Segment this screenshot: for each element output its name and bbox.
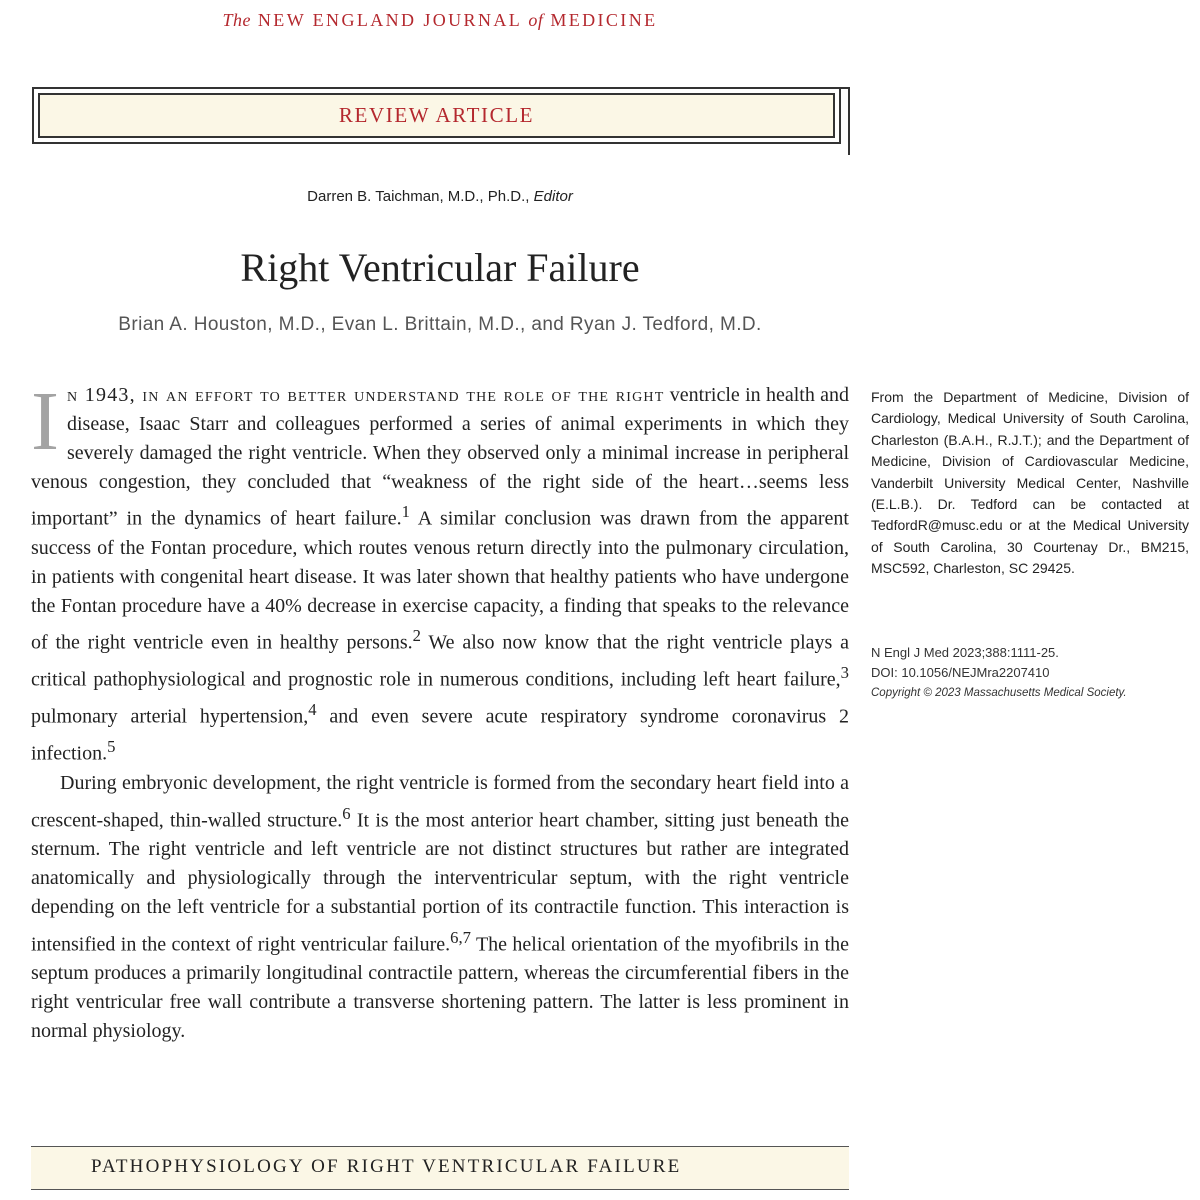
reference-marker[interactable]: 6 (342, 803, 351, 823)
paragraph-text: pulmonary arterial hypertension, (31, 705, 309, 728)
journal-masthead (0, 10, 880, 31)
body-paragraph-2 (31, 769, 849, 1046)
lead-in-text: n 1943, in an effort to better understand the role of the right (66, 384, 665, 406)
author-affiliation-note: From the Department of Medicine, Division of Cardiology, Medical University of South Carolina, Charleston (B.A.H., R.J.T.); and the Department of Medicine, Division of Cardiovascular Medicine, Vanderbilt University Medical Center, Nashville (E.L.B.). Dr. Tedford can be contacted at TedfordR@musc.edu or at the Medical University of South Carolina, 30 Courtenay Dr., BM215, MSC592, Charleston, SC 29425. (871, 389, 1189, 577)
editor-credit (0, 188, 880, 205)
body-paragraph-1 (31, 375, 850, 768)
paragraph-text: and even severe acute respiratory syndrome coronavirus 2 infection. (31, 705, 849, 765)
journal-of: of (528, 10, 544, 30)
citation-block (871, 643, 1189, 703)
journal-name-part2: MEDICINE (550, 10, 658, 30)
reference-marker[interactable]: 1 (401, 502, 410, 522)
section-heading-bar (31, 1146, 849, 1190)
copyright-notice: Copyright © 2023 Massachusetts Medical Society. (871, 687, 1127, 699)
doi-link[interactable]: DOI: 10.1056/NEJMra2207410 (871, 665, 1050, 680)
editor-role: Editor (533, 188, 573, 205)
journal-the: The (222, 10, 251, 30)
article-body (31, 375, 850, 1047)
article-type-label: REVIEW ARTICLE (338, 103, 535, 127)
reference-marker[interactable]: 5 (107, 736, 116, 756)
journal-name-part1: NEW ENGLAND JOURNAL (257, 10, 522, 30)
article-title: Right Ventricular Failure (240, 245, 640, 290)
review-banner-inner (38, 93, 835, 138)
editor-name: Darren B. Taichman, M.D., Ph.D., (307, 188, 530, 205)
section-heading: PATHOPHYSIOLOGY OF RIGHT VENTRICULAR FAILURE (91, 1156, 682, 1177)
paragraph-text: ventricle in health and disease, Isaac Starr and colleagues performed a series of animal experiments in which they severely damaged the right ventricle. When they observed only a minimal increase in peripheral venous congestion, they concluded that “weakness of the right side of the heart…seems less important” in the dynamics of heart failure. (31, 384, 850, 531)
reference-marker[interactable]: 3 (840, 663, 849, 683)
paragraph-text: During embryonic development, the right ventricle is formed from the secondary heart field into a crescent-shaped, thin-walled structure. (31, 772, 849, 832)
paragraph-text: The helical orientation of the myofibrils in the septum produces a primarily longitudinal contractile pattern, whereas the circumferential fibers in the right ventricular free wall contribute a transverse shortening pattern. The latter is less prominent in normal physiology. (31, 933, 849, 1043)
author-list: Brian A. Houston, M.D., Evan L. Brittain, M.D., and Ryan J. Tedford, M.D. (118, 314, 762, 335)
banner-divider (848, 87, 850, 155)
reference-marker[interactable]: 6,7 (450, 927, 471, 947)
paragraph-text: A similar conclusion was drawn from the apparent success of the Fontan procedure, which routes venous return directly into the pulmonary circulation, in patients with congenital heart disease. It was later shown that healthy patients who have undergone the Fontan procedure have a 40% decrease in exercise capacity, a finding that speaks to the relevance of the right ventricle even in healthy persons. (31, 508, 849, 655)
review-article-banner (32, 87, 841, 144)
paragraph-text: We also now know that the right ventricle plays a critical pathophysiological and prognostic role in numerous conditions, including left heart failure, (31, 632, 850, 691)
journal-citation: N Engl J Med 2023;388:1111-25. (871, 645, 1059, 660)
reference-marker[interactable]: 2 (412, 626, 421, 646)
reference-marker[interactable]: 4 (308, 699, 317, 719)
drop-cap: I (31, 375, 59, 468)
paragraph-text: It is the most anterior heart chamber, sitting just beneath the sternum. The right ventricle and left ventricle are not distinct structures but rather are integrated anatomically and physiologically through the interventricular septum, with the right ventricle depending on the left ventricle for a substantial portion of its contractile function. This interaction is intensified in the context of right ventricular failure. (31, 809, 849, 956)
